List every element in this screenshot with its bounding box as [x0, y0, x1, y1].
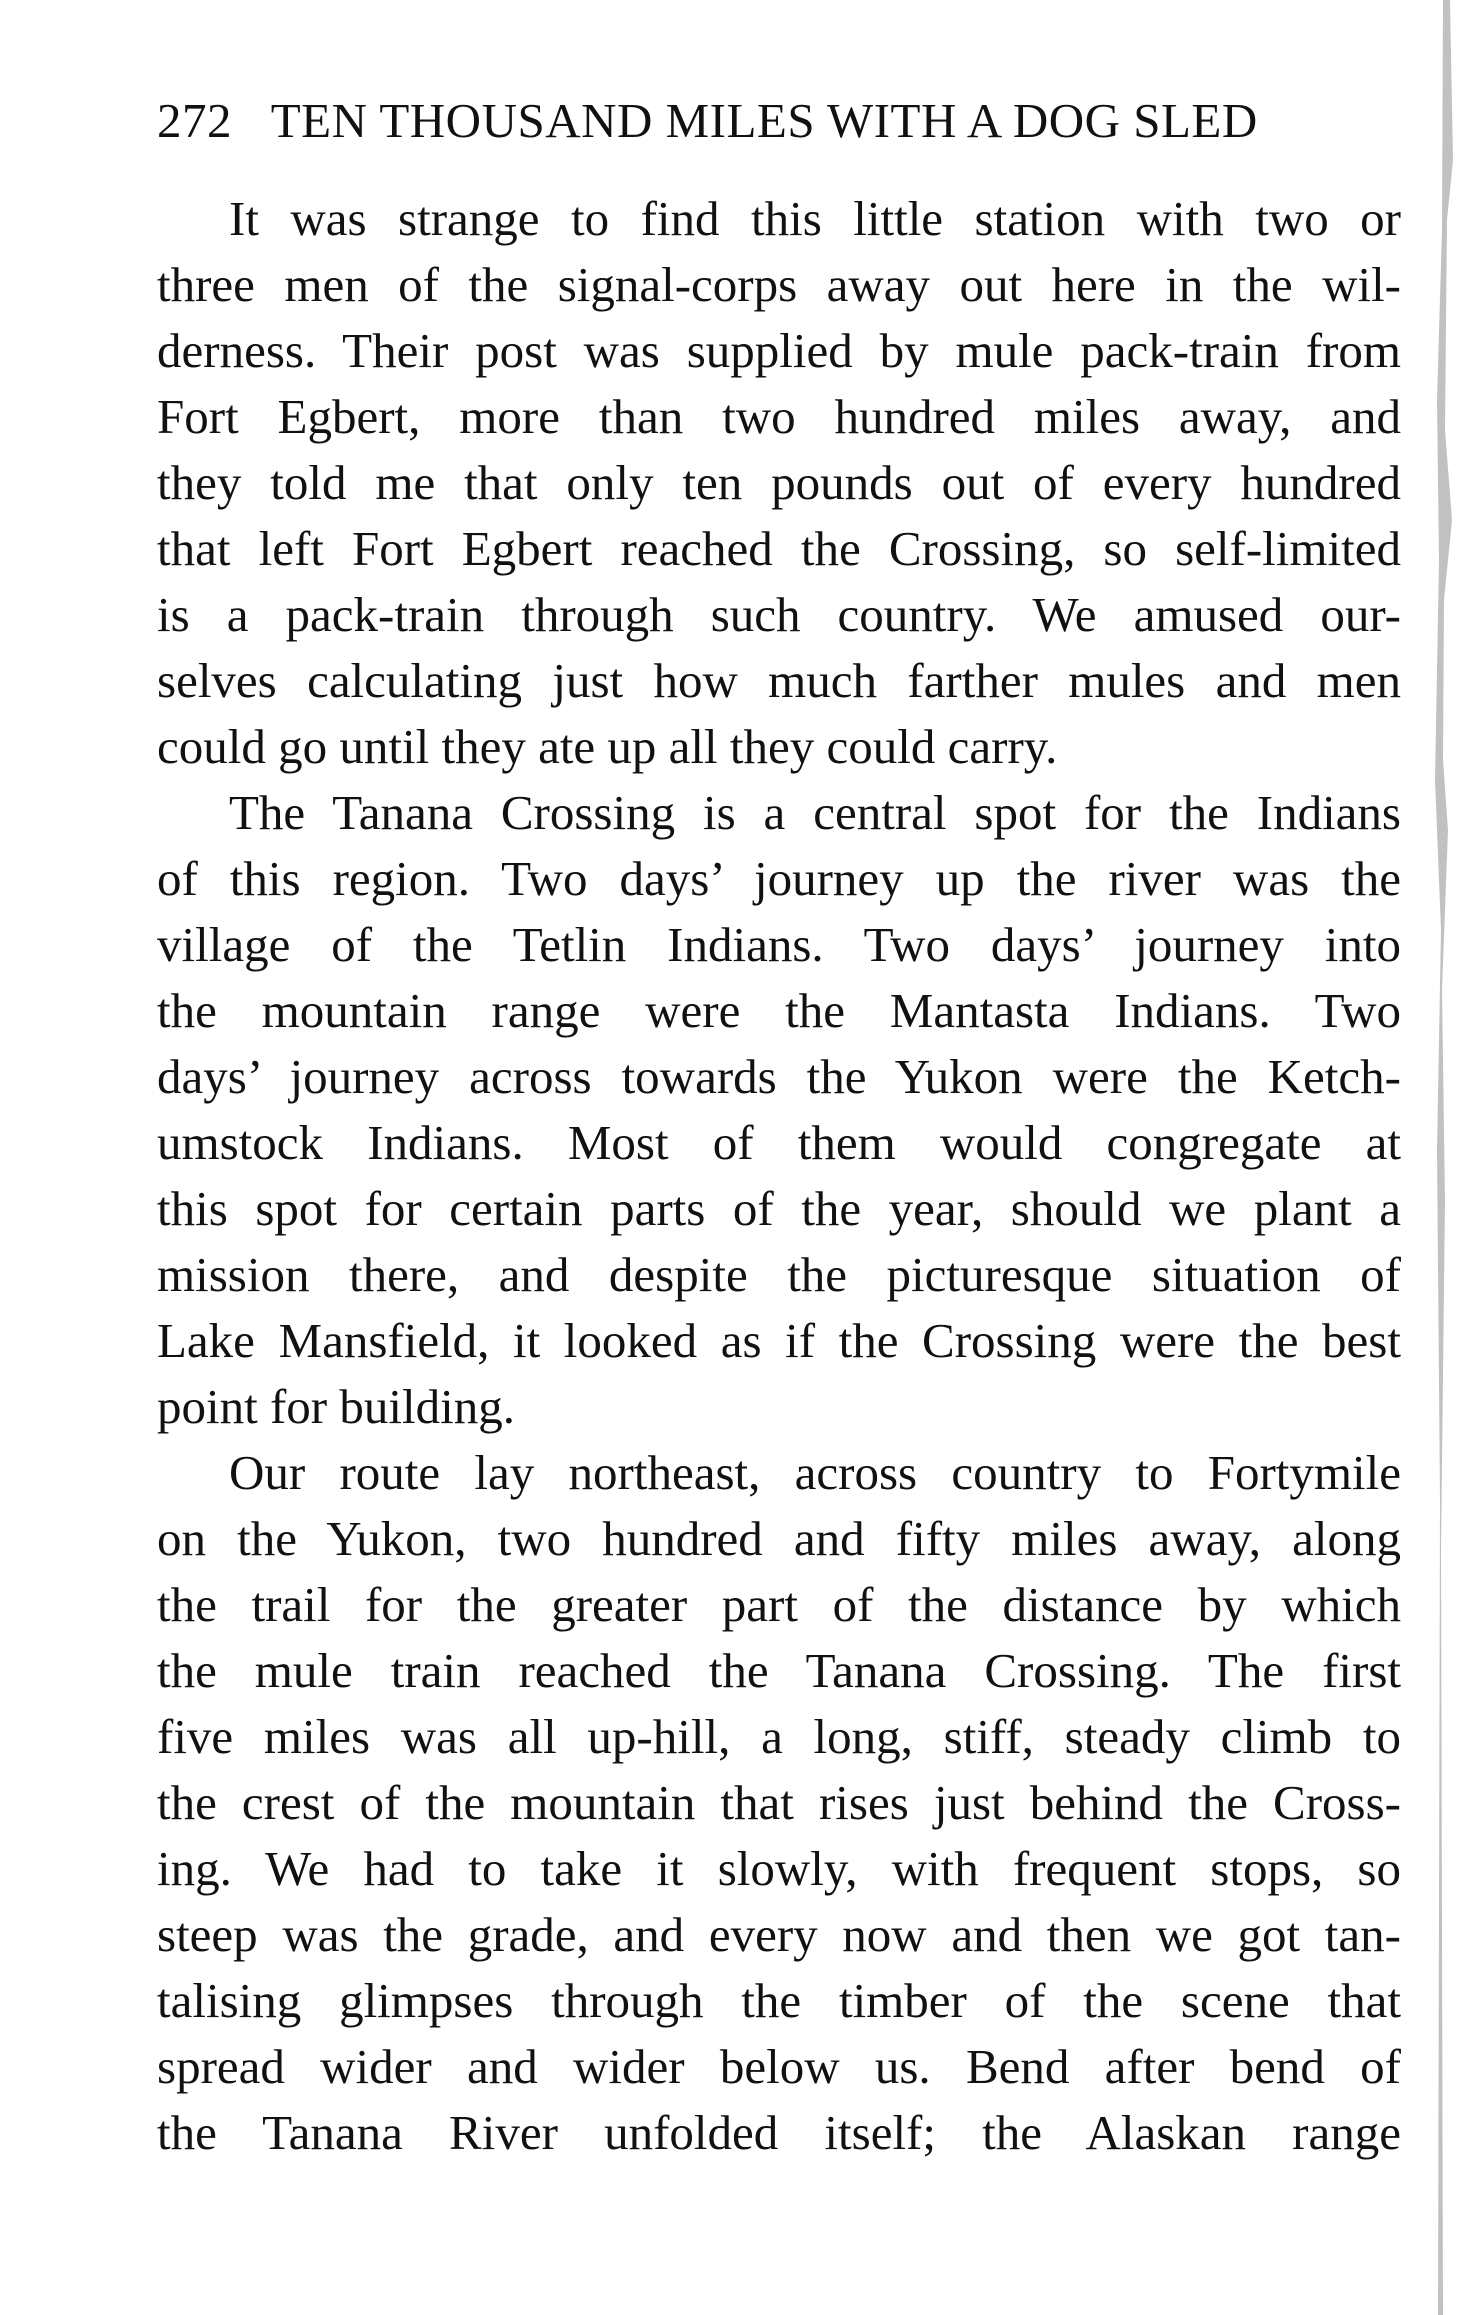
text-line: Lake Mansfield, it looked as if the Crossing were the best: [157, 1313, 1401, 1368]
paragraph-2: [157, 780, 1401, 1440]
page-edge-shadow: [1423, 0, 1457, 2315]
text-line: the mule train reached the Tanana Crossing. The first: [157, 1643, 1401, 1698]
text-line: that left Fort Egbert reached the Crossing, so self-limited: [157, 521, 1401, 576]
running-head: [157, 86, 1382, 156]
text-line: Fort Egbert, more than two hundred miles away, and: [157, 389, 1401, 444]
text-line: ing. We had to take it slowly, with frequent stops, so: [157, 1841, 1401, 1896]
text-line: village of the Tetlin Indians. Two days’ journey into: [157, 917, 1401, 972]
paragraph-3: [157, 1440, 1401, 2166]
paragraph-1: [157, 186, 1401, 780]
text-line: the crest of the mountain that rises just behind the Cross-: [157, 1775, 1401, 1830]
text-line: of this region. Two days’ journey up the river was the: [157, 851, 1401, 906]
text-line: Our route lay northeast, across country to Fortymile: [229, 1445, 1401, 1500]
text-line: the mountain range were the Mantasta Indians. Two: [157, 983, 1401, 1038]
text-line: five miles was all up-hill, a long, stiff, steady climb to: [157, 1709, 1401, 1764]
text-line: is a pack-train through such country. We amused our-: [157, 587, 1401, 642]
text-line: steep was the grade, and every now and then we got tan-: [157, 1907, 1401, 1962]
running-title: TEN THOUSAND MILES WITH A DOG SLED: [270, 93, 1258, 148]
text-line: the Tanana River unfolded itself; the Alaskan range: [157, 2105, 1401, 2160]
text-line: talising glimpses through the timber of the scene that: [157, 1973, 1401, 2028]
text-line: on the Yukon, two hundred and fifty miles away, along: [157, 1511, 1401, 1566]
text-line: It was strange to find this little station with two or: [229, 191, 1401, 246]
text-line: derness. Their post was supplied by mule pack-train from: [157, 323, 1401, 378]
text-line: selves calculating just how much farther mules and men: [157, 653, 1401, 708]
text-line: days’ journey across towards the Yukon were the Ketch-: [157, 1049, 1401, 1104]
text-line: could go until they ate up all they could carry.: [157, 719, 1058, 774]
text-line: they told me that only ten pounds out of every hundred: [157, 455, 1401, 510]
text-line: The Tanana Crossing is a central spot for the Indians: [229, 785, 1401, 840]
text-line: the trail for the greater part of the distance by which: [157, 1577, 1401, 1632]
text-line: umstock Indians. Most of them would congregate at: [157, 1115, 1401, 1170]
body-text: [157, 186, 1401, 2166]
page-number: 272: [157, 93, 232, 148]
text-line: this spot for certain parts of the year, should we plant a: [157, 1181, 1401, 1236]
text-line: mission there, and despite the picturesque situation of: [157, 1247, 1401, 1302]
text-line: spread wider and wider below us. Bend after bend of: [157, 2039, 1401, 2094]
text-line: point for building.: [157, 1379, 515, 1434]
text-line: three men of the signal-corps away out here in the wil-: [157, 257, 1401, 312]
